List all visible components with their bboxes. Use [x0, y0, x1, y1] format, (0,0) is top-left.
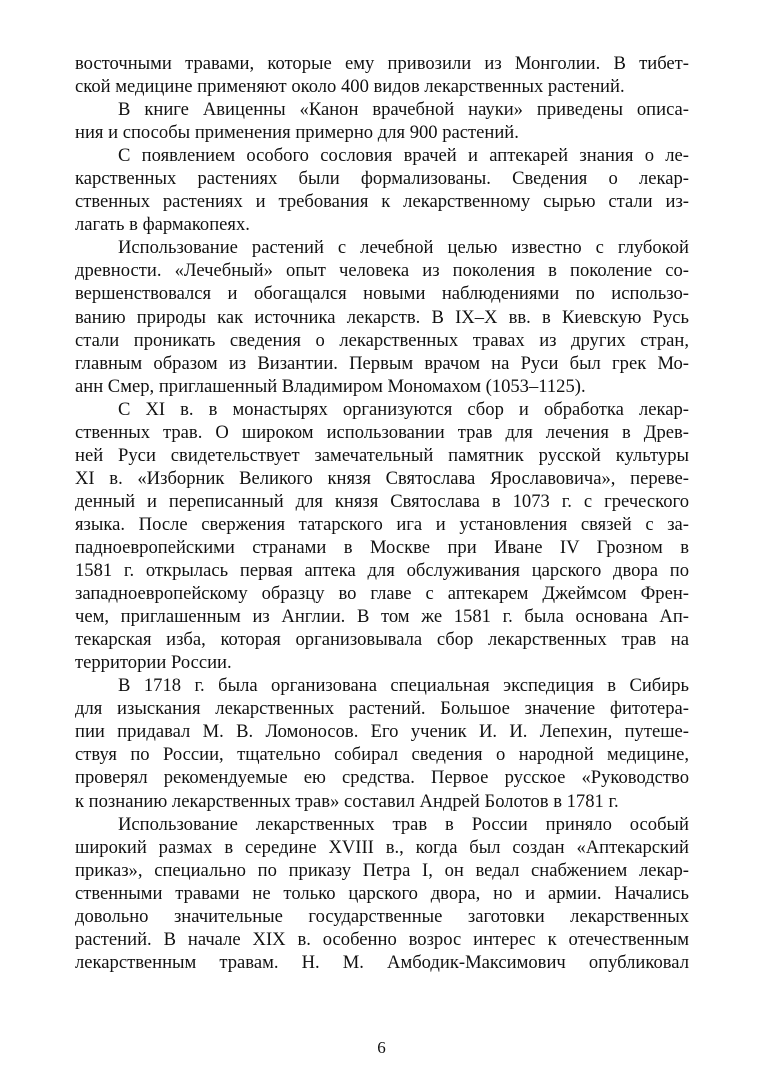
text-line: В 1718 г. была организована специальная экспедиция в Сибирь — [118, 675, 689, 697]
text-line: Использование растений с лечебной целью известно с глубокой — [118, 237, 689, 259]
text-line: ствуя по России, тщательно собирал сведения о народной медицине, — [75, 744, 689, 766]
text-line: стали проникать сведения о лекарственных травах из других стран, — [75, 329, 689, 351]
text-line: С XI в. в монастырях организуются сбор и обработка лекар- — [118, 398, 689, 420]
text-line: денный и переписанный для князя Святослава в 1073 г. с греческого — [75, 490, 689, 512]
text-line: довольно значительные государственные заготовки лекарственных — [75, 905, 689, 927]
text-line: проверял рекомендуемые ею средства. Первое русское «Руководство — [75, 767, 689, 789]
text-line: ственных трав. О широком использовании трав для лечения в Древ- — [75, 421, 689, 443]
text-line: широкий размах в середине XVIII в., когда был создан «Аптекарский — [75, 836, 689, 858]
text-line: чем, приглашенным из Англии. В том же 1581 г. была основана Ап- — [75, 606, 689, 628]
text-line: падноевропейскими странами в Москве при Иване IV Грозном в — [75, 536, 689, 558]
text-line: пии придавал М. В. Ломоносов. Его ученик И. И. Лепехин, путеше- — [75, 721, 689, 743]
text-line: западноевропейскому образцу во главе с аптекарем Джеймсом Френ- — [75, 583, 689, 605]
text-line: ванию природы как источника лекарств. В IX–X вв. в Киевскую Русь — [75, 306, 689, 328]
text-line: ственными травами не только царского двора, но и армии. Начались — [75, 882, 689, 904]
text-line: к познанию лекарственных трав» составил Андрей Болотов в 1781 г. — [75, 790, 619, 812]
text-line: Использование лекарственных трав в России приняло особый — [118, 813, 689, 835]
text-line: лагать в фармакопеях. — [75, 214, 250, 236]
text-line: восточными травами, которые ему привозили из Монголии. В тибет- — [75, 53, 689, 74]
text-line: В книге Авиценны «Канон врачебной науки» приведены описа- — [118, 99, 689, 121]
text-line: текарская изба, которая организовывала сбор лекарственных трав на — [75, 629, 689, 651]
text-line: территории России. — [75, 652, 232, 674]
text-line: древности. «Лечебный» опыт человека из поколения в поколение со- — [75, 260, 689, 282]
page-number: 6 — [377, 1038, 386, 1057]
text-line: ния и способы применения примерно для 900 растений. — [75, 122, 519, 144]
text-line: для изыскания лекарственных растений. Большое значение фитотера- — [75, 698, 689, 720]
text-line: приказ», специально по приказу Петра I, он ведал снабжением лекар- — [75, 859, 689, 881]
text-line: ской медицине применяют около 400 видов лекарственных растений. — [75, 76, 625, 98]
text-line: С появлением особого сословия врачей и аптекарей знания о ле- — [118, 145, 689, 167]
text-line: анн Смер, приглашенный Владимиром Мономахом (1053–1125). — [75, 375, 586, 397]
text-line: лекарственным травам. Н. М. Амбодик-Максимович опубликовал — [75, 951, 689, 973]
text-line: главным образом из Византии. Первым врачом на Руси был грек Мо- — [75, 352, 689, 374]
text-line: 1581 г. открылась первая аптека для обслуживания царского двора по — [75, 560, 689, 582]
page-body — [75, 52, 689, 974]
text-line: вершенствовался и обогащался новыми наблюдениями по использо- — [75, 283, 689, 305]
text-line: ственных растениях и требования к лекарственному сырью стали из- — [75, 191, 689, 213]
text-line: языка. После свержения татарского ига и установления связей с за- — [75, 513, 689, 535]
text-line: ней Руси свидетельствует замечательный памятник русской культуры — [75, 444, 689, 466]
text-line: XI в. «Изборник Великого князя Святослава Ярославовича», переве- — [75, 467, 689, 489]
text-line: растений. В начале XIX в. особенно возрос интерес к отечественным — [75, 928, 689, 950]
text-line: карственных растениях были формализованы. Сведения о лекар- — [75, 168, 689, 190]
